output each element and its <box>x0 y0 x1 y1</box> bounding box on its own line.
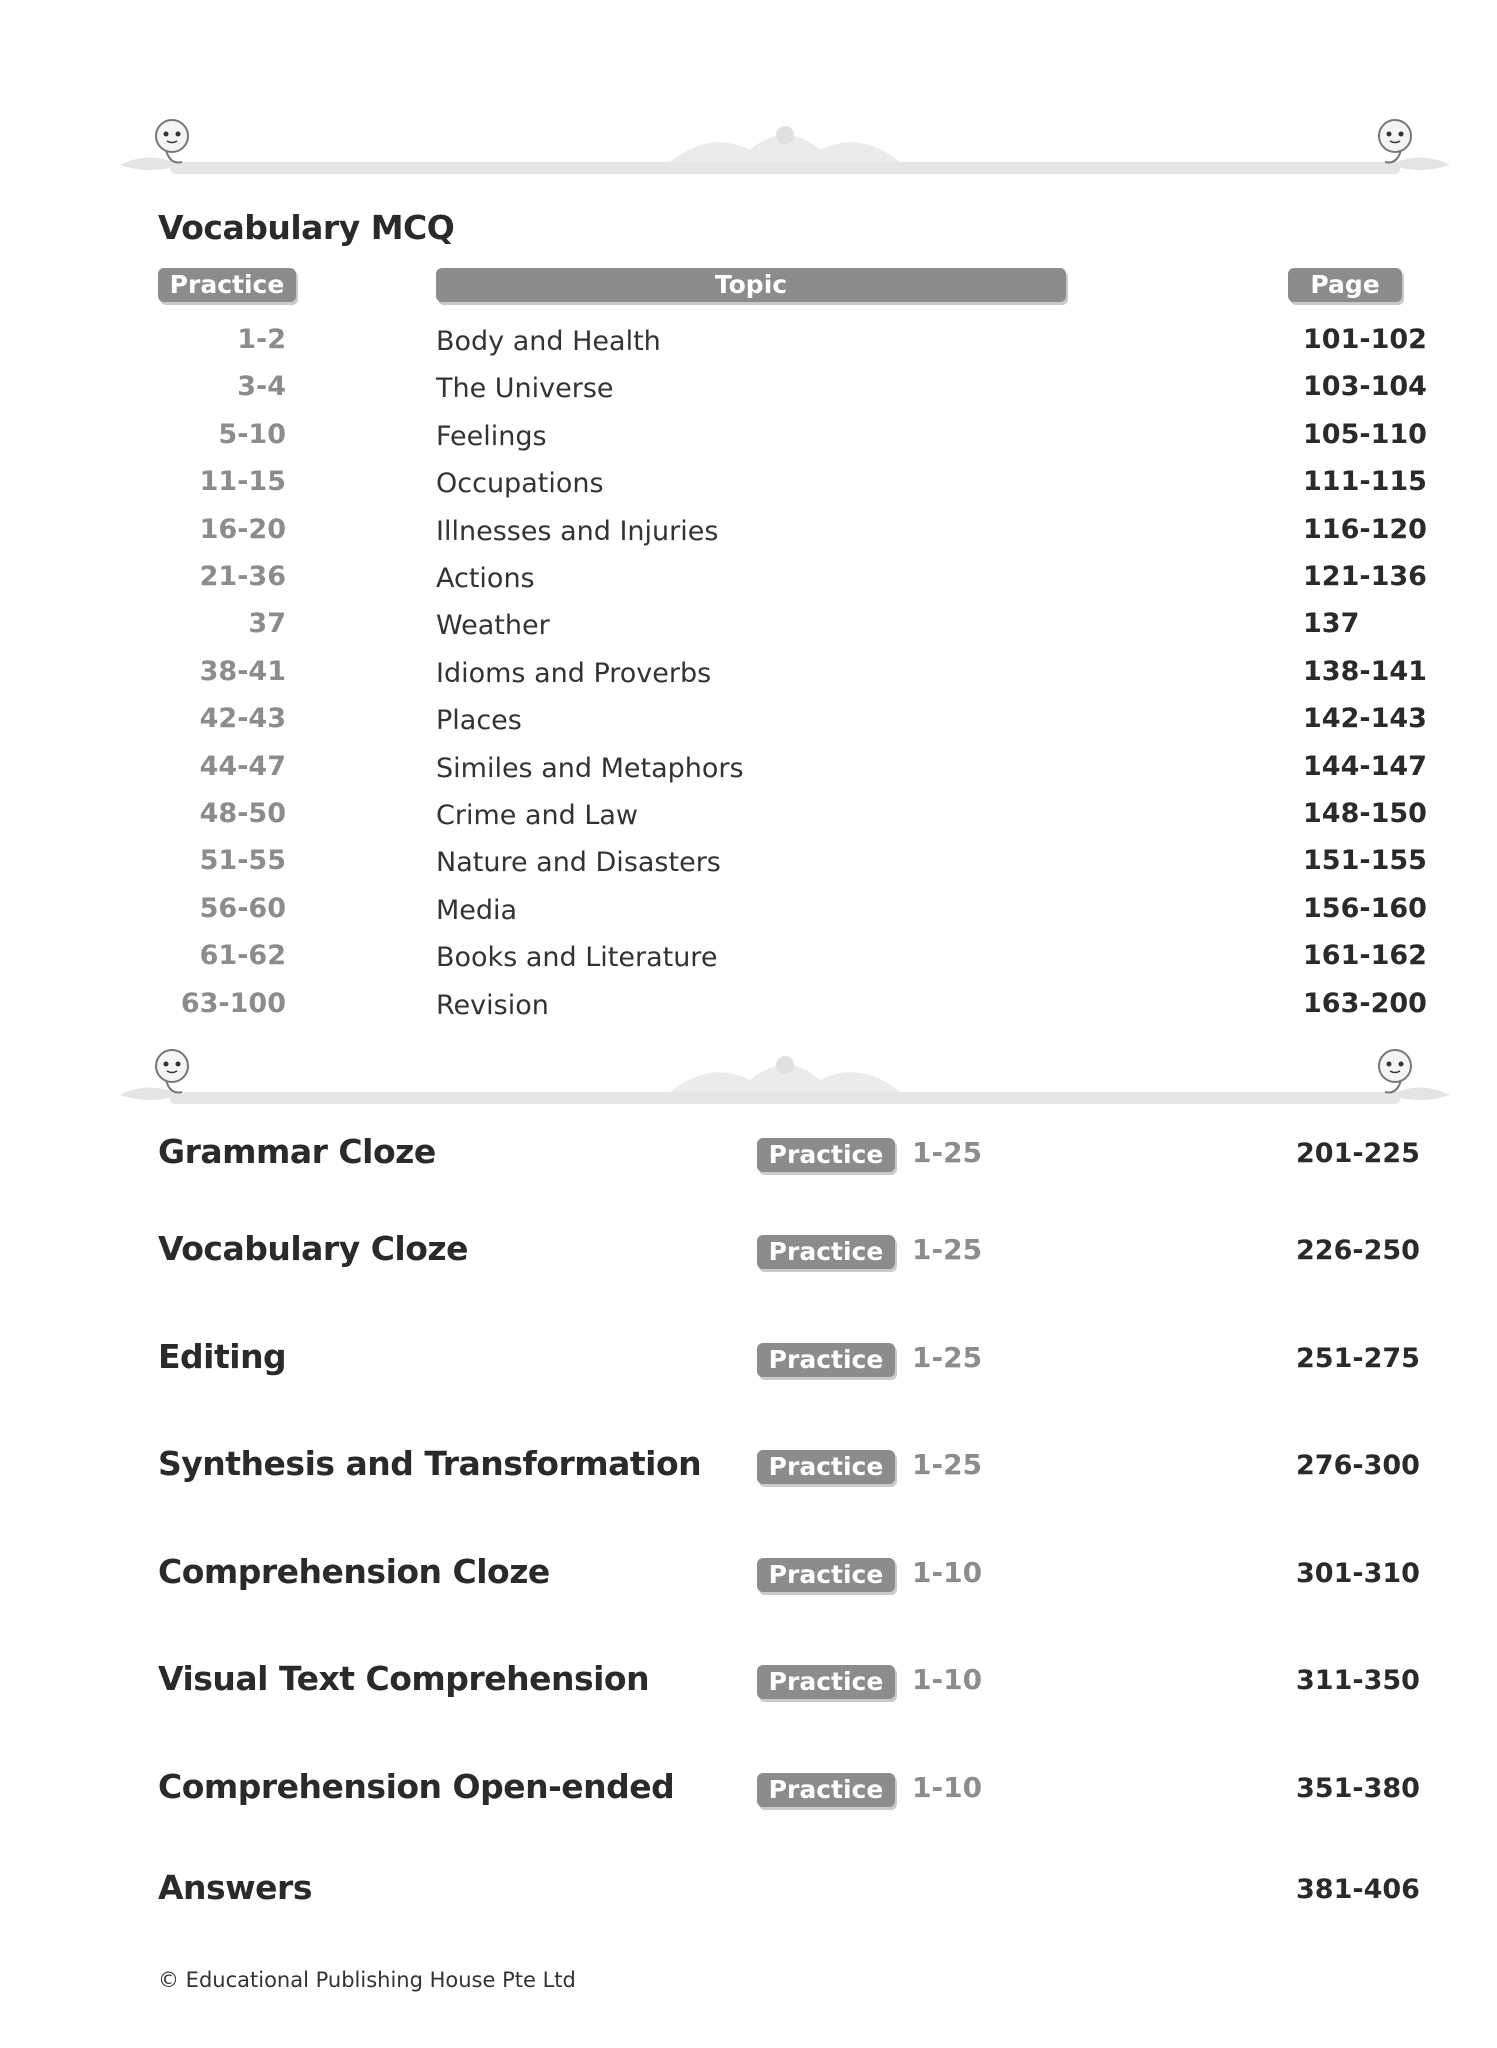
topic-label: Media <box>436 894 518 926</box>
topic-label: Weather <box>436 610 550 642</box>
topic-label: Books and Literature <box>436 942 718 974</box>
section-page-range: 311-350 <box>1296 1665 1420 1696</box>
topic-label: Body and Health <box>436 326 661 357</box>
answers-page: 381-406 <box>1296 1874 1420 1905</box>
page-range: 101-102 <box>1303 324 1427 355</box>
table-row <box>0 656 1497 704</box>
header-practice-pill: Practice <box>158 268 296 302</box>
practice-number: 61-62 <box>199 940 286 972</box>
mascot-icon-right <box>1379 120 1411 163</box>
page-range: 144-147 <box>1303 750 1427 782</box>
section-title: Synthesis and Transformation <box>158 1444 702 1483</box>
section-title: Grammar Cloze <box>158 1132 436 1171</box>
practice-range: 1-10 <box>912 1556 983 1589</box>
practice-number: 51-55 <box>199 845 286 877</box>
page-range: 161-162 <box>1303 940 1427 972</box>
section-title: Comprehension Open-ended <box>158 1767 675 1806</box>
practice-number: 16-20 <box>199 513 286 545</box>
section-page-range: 276-300 <box>1296 1450 1420 1481</box>
section-title: Comprehension Cloze <box>158 1552 550 1591</box>
table-row <box>0 751 1497 799</box>
topic-label: Occupations <box>436 468 604 500</box>
practice-number: 48-50 <box>199 798 286 829</box>
table-row <box>0 466 1497 514</box>
table-row <box>0 988 1497 1036</box>
practice-pill: Practice <box>757 1343 895 1377</box>
practice-pill: Practice <box>757 1450 895 1484</box>
mascot-icon-right <box>1379 1050 1411 1093</box>
practice-number: 44-47 <box>199 750 286 782</box>
table-row <box>0 608 1497 656</box>
section-row <box>0 1444 1497 1504</box>
section-title: Editing <box>158 1337 287 1376</box>
topic-label: Revision <box>436 989 549 1021</box>
table-row <box>0 940 1497 988</box>
table-row <box>0 419 1497 467</box>
table-row <box>0 324 1497 372</box>
section-page-range: 351-380 <box>1296 1773 1420 1804</box>
practice-number: 63-100 <box>180 987 286 1019</box>
page-range: 121-136 <box>1303 561 1427 592</box>
section-row <box>0 1552 1497 1612</box>
table-row <box>0 561 1497 609</box>
table-row <box>0 893 1497 941</box>
section-row <box>0 1132 1497 1192</box>
page-range: 148-150 <box>1303 798 1427 829</box>
practice-number: 38-41 <box>199 655 286 687</box>
practice-number: 37 <box>248 608 286 640</box>
header-page-pill: Page <box>1288 268 1402 302</box>
practice-range: 1-10 <box>912 1663 983 1696</box>
topic-label: Illnesses and Injuries <box>436 515 719 547</box>
section-row <box>0 1337 1497 1397</box>
table-row <box>0 371 1497 419</box>
topic-label: Similes and Metaphors <box>436 752 744 784</box>
table-row <box>0 845 1497 893</box>
mascot-icon-left <box>156 1050 188 1093</box>
practice-pill: Practice <box>757 1558 895 1592</box>
page-range: 163-200 <box>1303 987 1427 1019</box>
practice-pill: Practice <box>757 1665 895 1699</box>
section-title: Visual Text Comprehension <box>158 1659 650 1698</box>
practice-number: 11-15 <box>199 466 286 498</box>
table-row <box>0 514 1497 562</box>
section-page-range: 301-310 <box>1296 1558 1420 1589</box>
topic-label: Actions <box>436 563 535 594</box>
table-row <box>0 798 1497 846</box>
page-range: 137 <box>1303 608 1360 640</box>
topic-label: Nature and Disasters <box>436 847 721 879</box>
practice-number: 5-10 <box>218 418 286 450</box>
practice-range: 1-25 <box>912 1341 983 1374</box>
page-range: 151-155 <box>1303 845 1427 877</box>
page-range: 103-104 <box>1303 371 1427 403</box>
section-page-range: 251-275 <box>1296 1343 1420 1374</box>
practice-range: 1-25 <box>912 1448 983 1481</box>
decorative-divider-top <box>110 110 1460 190</box>
page-range: 156-160 <box>1303 892 1427 924</box>
section-page-range: 201-225 <box>1296 1138 1420 1169</box>
answers-row <box>0 1868 1497 1928</box>
topic-label: Places <box>436 705 522 737</box>
vocabulary-mcq-title: Vocabulary MCQ <box>158 208 455 247</box>
answers-title: Answers <box>158 1868 312 1907</box>
section-title: Vocabulary Cloze <box>158 1229 468 1268</box>
section-page-range: 226-250 <box>1296 1235 1420 1266</box>
section-row <box>0 1767 1497 1827</box>
copyright-footer: © Educational Publishing House Pte Ltd <box>158 1968 576 1992</box>
section-row <box>0 1659 1497 1719</box>
practice-number: 1-2 <box>237 324 286 355</box>
practice-number: 21-36 <box>199 561 286 592</box>
page-range: 105-110 <box>1303 418 1427 450</box>
mascot-icon-left <box>156 120 188 163</box>
practice-number: 42-43 <box>199 703 286 735</box>
ornament-icon <box>110 110 1460 190</box>
page-range: 111-115 <box>1303 466 1427 498</box>
decorative-divider-middle <box>110 1040 1460 1120</box>
practice-pill: Practice <box>757 1138 895 1172</box>
topic-label: Idioms and Proverbs <box>436 657 712 689</box>
practice-range: 1-25 <box>912 1233 983 1266</box>
practice-pill: Practice <box>757 1773 895 1807</box>
practice-pill: Practice <box>757 1235 895 1269</box>
practice-number: 3-4 <box>237 371 286 403</box>
practice-number: 56-60 <box>199 892 286 924</box>
table-row <box>0 703 1497 751</box>
topic-label: The Universe <box>436 373 614 405</box>
practice-range: 1-25 <box>912 1136 983 1169</box>
topic-label: Crime and Law <box>436 800 638 831</box>
page-range: 138-141 <box>1303 655 1427 687</box>
header-topic-pill: Topic <box>436 268 1066 302</box>
section-row <box>0 1229 1497 1289</box>
page-range: 142-143 <box>1303 703 1427 735</box>
topic-label: Feelings <box>436 420 547 452</box>
page-range: 116-120 <box>1303 513 1427 545</box>
ornament-icon <box>110 1040 1460 1120</box>
practice-range: 1-10 <box>912 1771 983 1804</box>
